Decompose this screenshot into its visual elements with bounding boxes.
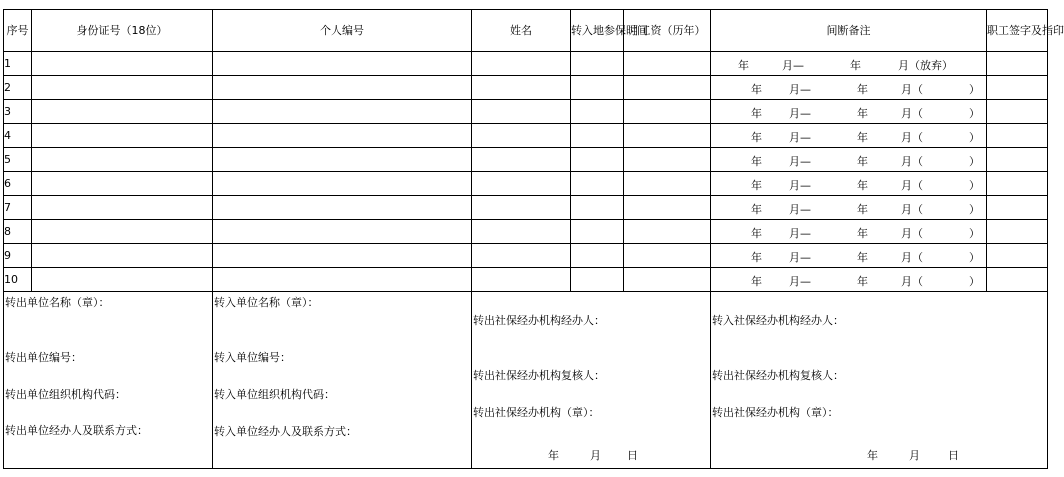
remark-cell[interactable] [711, 100, 987, 124]
transfer-in-unit-name: 转入单位名称（章）： [214, 296, 319, 309]
remark-y2: 年 [857, 179, 868, 192]
join-time-input[interactable] [571, 196, 624, 220]
remark-cell[interactable] [711, 220, 987, 244]
remark-m2: 月（ [901, 203, 923, 216]
join-time-input[interactable] [571, 268, 624, 292]
remark-y2: 年 [857, 275, 868, 288]
remark-y1: 年 [751, 203, 762, 216]
remark-y1: 年 [751, 179, 762, 192]
remark-cell[interactable] [711, 52, 987, 76]
header-signature: 职工签字及指印 [987, 10, 1048, 52]
row-seq: 4 [4, 124, 32, 148]
name-input[interactable] [472, 268, 571, 292]
table-row [4, 76, 1048, 100]
remark-m1: 月— [789, 275, 811, 288]
remark-cell[interactable] [711, 244, 987, 268]
wage-input[interactable] [624, 220, 711, 244]
personal-no-input[interactable] [213, 52, 472, 76]
personal-no-input[interactable] [213, 172, 472, 196]
name-input[interactable] [472, 100, 571, 124]
transfer-out-unit-number: 转出单位编号： [5, 351, 82, 364]
row-seq: 2 [4, 76, 32, 100]
id-card-input[interactable] [32, 172, 213, 196]
remark-y1: 年 [738, 59, 749, 72]
remark-y2: 年 [857, 203, 868, 216]
signature-input[interactable] [987, 148, 1048, 172]
table-row [4, 124, 1048, 148]
signature-input[interactable] [987, 244, 1048, 268]
id-card-input[interactable] [32, 76, 213, 100]
remark-cell[interactable] [711, 196, 987, 220]
signature-input[interactable] [987, 196, 1048, 220]
signature-input[interactable] [987, 76, 1048, 100]
transfer-in-unit-org-code: 转入单位组织机构代码： [214, 388, 335, 401]
remark-close: ） [969, 83, 980, 96]
remark-m2: 月（ [901, 275, 923, 288]
transfer-out-unit-cell [4, 292, 213, 469]
remark-m2: 月（ [901, 131, 923, 144]
row-seq: 7 [4, 196, 32, 220]
name-input[interactable] [472, 52, 571, 76]
remark-y1: 年 [751, 83, 762, 96]
name-input[interactable] [472, 124, 571, 148]
remark-m2: 月（ [901, 155, 923, 168]
transfer-form [3, 9, 1064, 469]
signature-input[interactable] [987, 124, 1048, 148]
wage-input[interactable] [624, 76, 711, 100]
row-seq: 8 [4, 220, 32, 244]
out-agency-handler: 转出社保经办机构经办人： [473, 314, 605, 327]
remark-m2: 月（ [901, 227, 923, 240]
id-card-input[interactable] [32, 100, 213, 124]
name-input[interactable] [472, 148, 571, 172]
remark-cell[interactable] [711, 124, 987, 148]
name-input[interactable] [472, 196, 571, 220]
wage-input[interactable] [624, 100, 711, 124]
transfer-out-unit-org-code: 转出单位组织机构代码： [5, 388, 126, 401]
table-row [4, 100, 1048, 124]
personal-no-input[interactable] [213, 148, 472, 172]
in-agency-handler: 转入社保经办机构经办人： [712, 314, 844, 327]
remark-m2: 月（ [901, 107, 923, 120]
row-seq: 9 [4, 244, 32, 268]
remark-close: ） [969, 227, 980, 240]
signature-input[interactable] [987, 100, 1048, 124]
transfer-in-unit-number: 转入单位编号： [214, 351, 291, 364]
row-seq: 5 [4, 148, 32, 172]
personal-no-input[interactable] [213, 100, 472, 124]
row-seq: 6 [4, 172, 32, 196]
remark-y2: 年 [857, 227, 868, 240]
transfer-out-unit-name: 转出单位名称（章）： [5, 296, 110, 309]
signature-input[interactable] [987, 268, 1048, 292]
out-agency-year: 年 [548, 449, 559, 462]
header-join-time: 转入地参保时间 [571, 10, 624, 52]
remark-m1: 月— [789, 155, 811, 168]
table-row [4, 196, 1048, 220]
id-card-input[interactable] [32, 220, 213, 244]
remark-close: ） [969, 275, 980, 288]
signature-input[interactable] [987, 220, 1048, 244]
id-card-input[interactable] [32, 268, 213, 292]
transfer-table [3, 9, 1064, 469]
personal-no-input[interactable] [213, 76, 472, 100]
remark-close: ） [969, 107, 980, 120]
remark-y2: 年 [857, 107, 868, 120]
transfer-out-unit-contact: 转出单位经办人及联系方式： [5, 424, 148, 437]
signature-input[interactable] [987, 52, 1048, 76]
remark-m2: 月（ [901, 179, 923, 192]
remark-y1: 年 [751, 131, 762, 144]
in-agency-month: 月 [909, 449, 920, 462]
remark-m2: 月（ [901, 83, 923, 96]
personal-no-input[interactable] [213, 196, 472, 220]
remark-y1: 年 [751, 227, 762, 240]
name-input[interactable] [472, 76, 571, 100]
personal-no-input[interactable] [213, 244, 472, 268]
out-agency-day: 日 [627, 449, 638, 462]
personal-no-input[interactable] [213, 268, 472, 292]
id-card-input[interactable] [32, 196, 213, 220]
id-card-input[interactable] [32, 244, 213, 268]
remark-close: ） [969, 203, 980, 216]
header-name: 姓名 [472, 10, 571, 52]
transfer-in-unit-contact: 转入单位经办人及联系方式： [214, 425, 357, 438]
table-row [4, 220, 1048, 244]
join-time-input[interactable] [571, 220, 624, 244]
remark-cell[interactable] [711, 76, 987, 100]
id-card-input[interactable] [32, 148, 213, 172]
header-personal-no: 个人编号 [213, 10, 472, 52]
in-agency-cell [711, 292, 1048, 469]
in-agency-day: 日 [948, 449, 959, 462]
signoff-row [4, 292, 1048, 469]
join-time-input[interactable] [571, 52, 624, 76]
name-input[interactable] [472, 244, 571, 268]
remark-m1: 月— [789, 131, 811, 144]
id-card-input[interactable] [32, 124, 213, 148]
name-input[interactable] [472, 172, 571, 196]
table-row [4, 52, 1048, 76]
remark-cell[interactable] [711, 148, 987, 172]
join-time-input[interactable] [571, 148, 624, 172]
remark-m1: 月— [782, 59, 804, 72]
remark-y2: 年 [850, 59, 861, 72]
table-row [4, 268, 1048, 292]
table-row [4, 172, 1048, 196]
header-wage: 月工资（历年） [624, 10, 711, 52]
signature-input[interactable] [987, 172, 1048, 196]
join-time-input[interactable] [571, 244, 624, 268]
remark-cell[interactable] [711, 268, 987, 292]
remark-y2: 年 [857, 131, 868, 144]
remark-m1: 月— [789, 179, 811, 192]
remark-cell[interactable] [711, 172, 987, 196]
remark-close: ） [969, 155, 980, 168]
remark-y1: 年 [751, 107, 762, 120]
wage-input[interactable] [624, 148, 711, 172]
remark-m1: 月— [789, 203, 811, 216]
remark-close: ） [969, 251, 980, 264]
remark-close: ） [969, 131, 980, 144]
header-seq: 序号 [4, 10, 32, 52]
personal-no-input[interactable] [213, 124, 472, 148]
remark-y2: 年 [857, 155, 868, 168]
remark-y1: 年 [751, 275, 762, 288]
personal-no-input[interactable] [213, 220, 472, 244]
remark-y2: 年 [857, 251, 868, 264]
header-row [4, 10, 1048, 52]
name-input[interactable] [472, 220, 571, 244]
join-time-input[interactable] [571, 100, 624, 124]
header-remark: 间断备注 [711, 10, 987, 52]
remark-y2: 年 [857, 83, 868, 96]
wage-input[interactable] [624, 196, 711, 220]
wage-input[interactable] [624, 172, 711, 196]
transfer-in-unit-cell [213, 292, 472, 469]
remark-y1: 年 [751, 155, 762, 168]
in-agency-seal: 转出社保经办机构（章）： [712, 406, 839, 419]
row-seq: 3 [4, 100, 32, 124]
wage-input[interactable] [624, 244, 711, 268]
id-card-input[interactable] [32, 52, 213, 76]
row-seq: 1 [4, 52, 32, 76]
row-seq: 10 [4, 268, 32, 292]
wage-input[interactable] [624, 268, 711, 292]
remark-m1: 月— [789, 83, 811, 96]
out-agency-reviewer: 转出社保经办机构复核人： [473, 369, 605, 382]
in-agency-reviewer: 转出社保经办机构复核人： [712, 369, 844, 382]
remark-y1: 年 [751, 251, 762, 264]
in-agency-year: 年 [867, 449, 878, 462]
remark-m1: 月— [789, 251, 811, 264]
wage-input[interactable] [624, 124, 711, 148]
table-row [4, 244, 1048, 268]
join-time-input[interactable] [571, 172, 624, 196]
remark-m1: 月— [789, 227, 811, 240]
remark-m2: 月（放弃） [898, 59, 953, 72]
out-agency-month: 月 [590, 449, 601, 462]
wage-input[interactable] [624, 52, 711, 76]
remark-close: ） [969, 179, 980, 192]
out-agency-cell [472, 292, 711, 469]
remark-m2: 月（ [901, 251, 923, 264]
table-row [4, 148, 1048, 172]
join-time-input[interactable] [571, 124, 624, 148]
out-agency-seal: 转出社保经办机构（章）： [473, 406, 600, 419]
header-id-card: 身份证号（18位） [32, 10, 213, 52]
join-time-input[interactable] [571, 76, 624, 100]
remark-m1: 月— [789, 107, 811, 120]
